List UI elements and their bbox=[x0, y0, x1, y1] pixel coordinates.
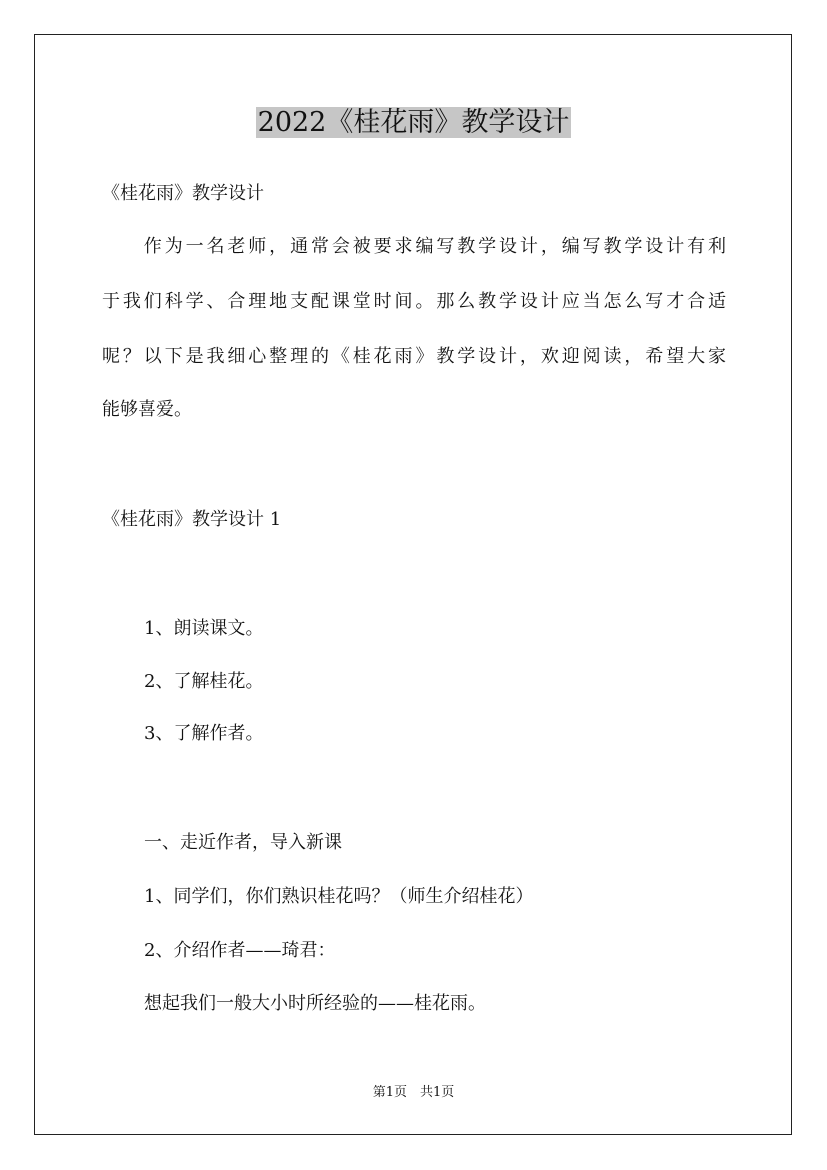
document-title-text: 2022《桂花雨》教学设计 bbox=[257, 107, 570, 138]
part-heading: 一、走近作者，导入新课 bbox=[144, 832, 342, 853]
step-item: 2、介绍作者——琦君： bbox=[144, 940, 336, 961]
intro-line: 作为一名老师，通常会被要求编写教学设计，编写教学设计有利 bbox=[102, 236, 726, 257]
document-subtitle: 《桂花雨》教学设计 bbox=[102, 183, 264, 204]
section-heading: 《桂花雨》教学设计 1 bbox=[102, 509, 282, 530]
page-footer: 第1页 共1页 bbox=[372, 1085, 455, 1100]
step-item: 想起我们一般大小时所经验的——桂花雨。 bbox=[144, 993, 486, 1014]
goal-item: 3、了解作者。 bbox=[144, 723, 264, 744]
document-title bbox=[0, 103, 827, 143]
goal-item: 1、朗读课文。 bbox=[144, 618, 264, 639]
intro-line: 于我们科学、合理地支配课堂时间。那么教学设计应当怎么写才合适 bbox=[102, 291, 726, 312]
intro-line: 呢？以下是我细心整理的《桂花雨》教学设计，欢迎阅读，希望大家 bbox=[102, 346, 726, 367]
goal-item: 2、了解桂花。 bbox=[144, 671, 264, 692]
step-item: 1、同学们，你们熟识桂花吗？（师生介绍桂花） bbox=[144, 886, 534, 907]
intro-line: 能够喜爱。 bbox=[102, 399, 192, 420]
